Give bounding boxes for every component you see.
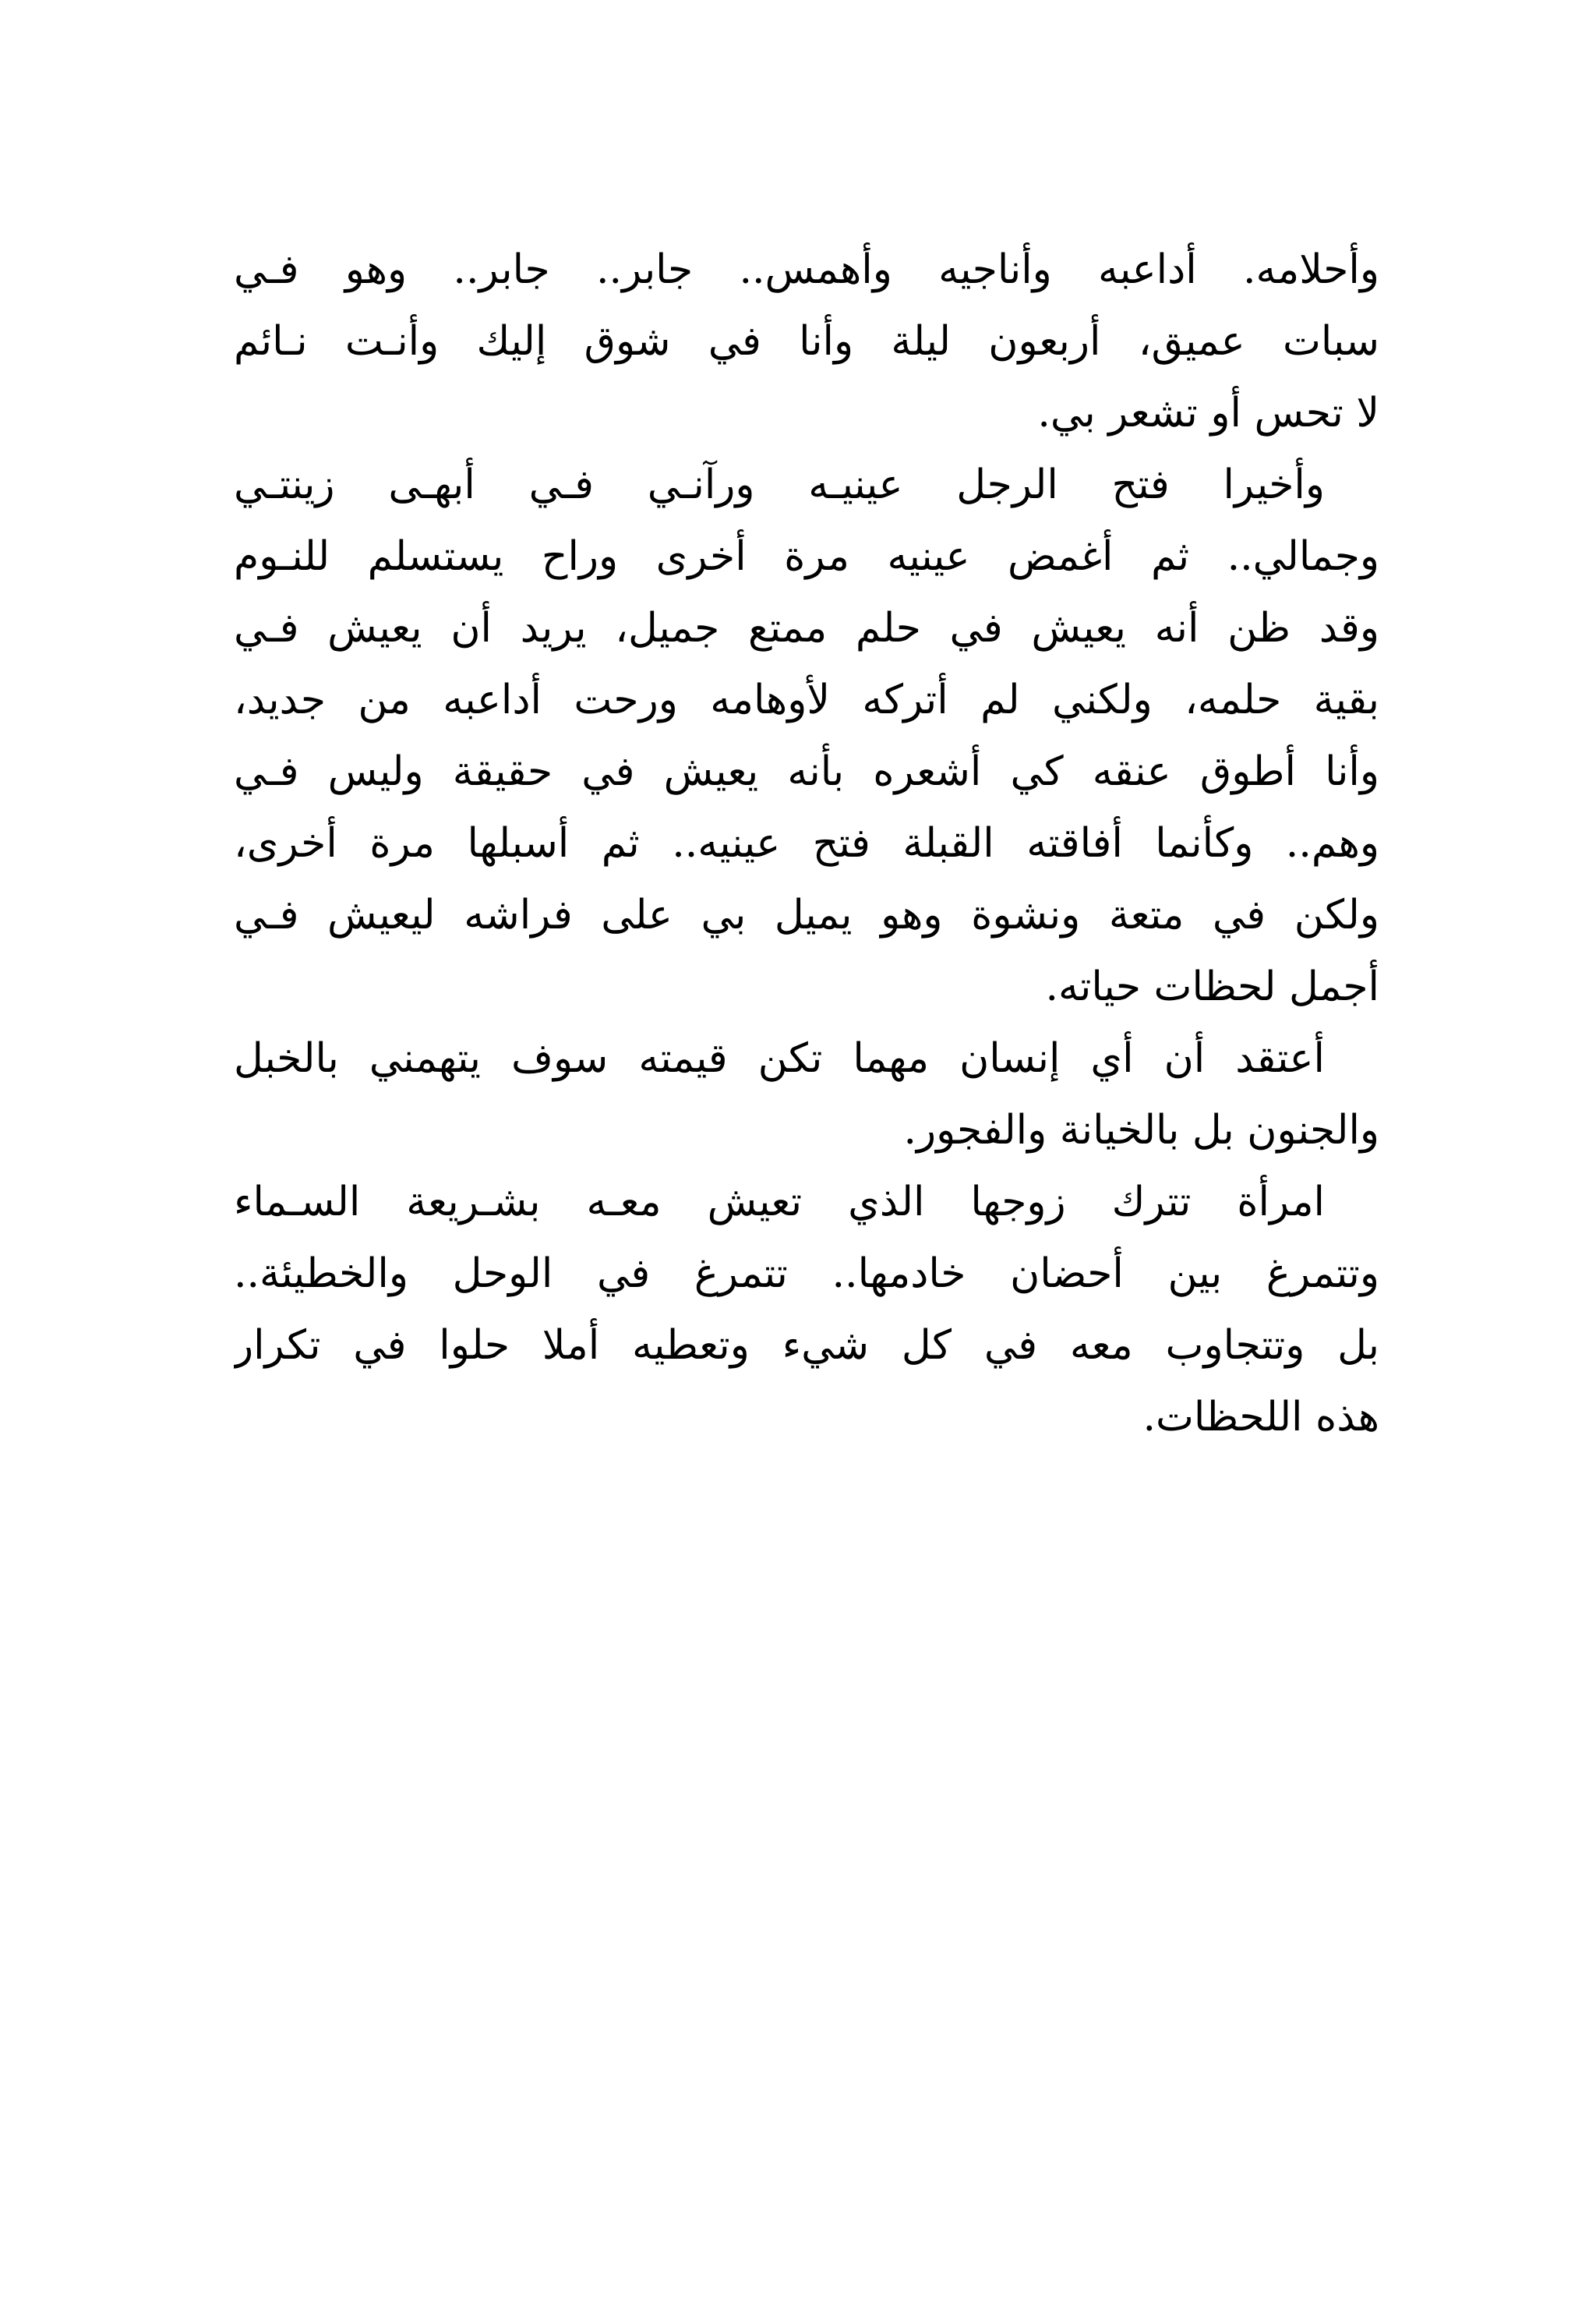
text-line: أجمل لحظات حياته. [1045, 963, 1379, 1010]
text-line: لا تحس أو تشعر بي. [1037, 390, 1379, 437]
paragraph-3 [234, 1023, 1379, 1166]
text-line: امرأة تترك زوجها الذي تعيش معـه بشـريعة السـماء [234, 1179, 1325, 1225]
text-line: والجنون بل بالخيانة والفجور. [903, 1107, 1379, 1154]
text-line: وهم.. وكأنما أفاقته القبلة فتح عينيه.. ثم أسبلها مرة أخرى، [234, 820, 1379, 867]
text-line: وجمالي.. ثم أغمض عينيه مرة أخرى وراح يستسلم للنـوم [234, 533, 1379, 580]
text-line: أعتقد أن أي إنسان مهما تكن قيمته سوف يتهمني بالخبل [234, 1035, 1325, 1082]
text-line: وأخيرا فتح الرجل عينيـه ورآنـي فـي أبهـى زينتـي [234, 461, 1325, 508]
text-line: ولكن في متعة ونشوة وهو يميل بي على فراشه ليعيش فـي [234, 892, 1379, 939]
text-line: وتتمرغ بين أحضان خادمها.. تتمرغ في الوحل والخطيئة.. [234, 1250, 1379, 1297]
paragraph-4 [234, 1166, 1379, 1453]
body-text [234, 234, 1379, 1453]
text-line: بقية حلمه، ولكني لم أتركه لأوهامه ورحت أداعبه من جديد، [234, 677, 1379, 723]
paragraph-1 [234, 234, 1379, 449]
text-line: سبات عميق، أربعون ليلة وأنا في شوق إليك وأنـت نـائم [234, 318, 1379, 365]
text-line: وأحلامه. أداعبه وأناجيه وأهمس.. جابر.. جابر.. وهو فـي [234, 246, 1379, 293]
text-line: وقد ظن أنه يعيش في حلم ممتع جميل، يريد أن يعيش فـي [234, 605, 1379, 652]
paragraph-2 [234, 449, 1379, 1023]
text-line: بل وتتجاوب معه في كل شيء وتعطيه أملا حلوا في تكرار [234, 1322, 1379, 1369]
text-line: هذه اللحظات. [1142, 1394, 1379, 1441]
text-line: وأنا أطوق عنقه كي أشعره بأنه يعيش في حقيقة وليس فـي [234, 748, 1379, 795]
